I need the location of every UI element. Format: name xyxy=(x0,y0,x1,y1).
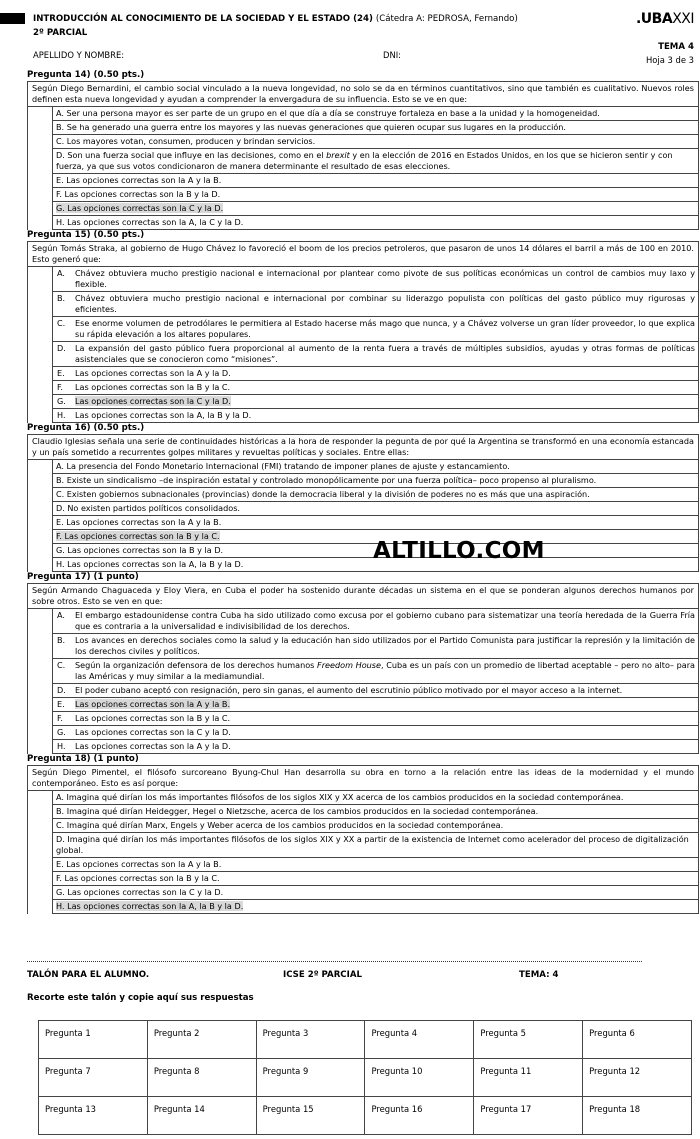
answer-cell-13[interactable]: Pregunta 13 xyxy=(39,1097,148,1135)
answer-cell-14[interactable]: Pregunta 14 xyxy=(147,1097,256,1135)
answer-cell-2[interactable]: Pregunta 2 xyxy=(147,1021,256,1059)
q17-option-d[interactable]: D. El poder cubano aceptó con resignación, pero sin ganas, el aumento del escrutinio público motivado por el mayor acceso a la internet. xyxy=(52,684,698,698)
answer-grid xyxy=(38,1020,692,1135)
answer-cell-12[interactable]: Pregunta 12 xyxy=(583,1059,692,1097)
q16-option-a[interactable]: A. La presencia del Fondo Monetario Internacional (FMI) tratando de imponer planes de ajuste y estancamiento. xyxy=(52,460,698,474)
answer-cell-10[interactable]: Pregunta 10 xyxy=(365,1059,474,1097)
q18-option-h[interactable]: H. Las opciones correctas son la A, la B y la D. xyxy=(52,900,698,914)
q14-option-g[interactable]: G. Las opciones correctas son la C y la D. xyxy=(52,202,698,216)
q17-option-f[interactable]: F. Las opciones correctas son la B y la C. xyxy=(52,712,698,726)
question-15-box xyxy=(27,241,699,423)
answer-cell-8[interactable]: Pregunta 8 xyxy=(147,1059,256,1097)
q18-option-g[interactable]: G. Las opciones correctas son la C y la D. xyxy=(52,886,698,900)
question-15-title: Pregunta 15) (0.50 pts.) xyxy=(27,230,145,240)
q16-option-c[interactable]: C. Existen gobiernos subnacionales (provincias) donde la democracia liberal y la división de poderes no es más que una aspiración. xyxy=(52,488,698,502)
answer-cell-17[interactable]: Pregunta 17 xyxy=(474,1097,583,1135)
course-title: INTRODUCCIÓN AL CONOCIMIENTO DE LA SOCIEDAD Y EL ESTADO (24) (Cátedra A: PEDROSA, Fernando) xyxy=(33,14,518,24)
q17-option-g[interactable]: G. Las opciones correctas son la C y la D. xyxy=(52,726,698,740)
q15-option-a[interactable]: A. Chávez obtuviera mucho prestigio nacional e internacional por plantear como pivote de sus políticas económicas un control de cambios muy laxo y flexible. xyxy=(52,267,698,292)
question-17-stem: Según Armando Chaguaceda y Eloy Viera, en Cuba el poder ha sostenido durante décadas un sistema en el que se ponderan algunos derechos humanos por sobre otros. Esto se ven en que: xyxy=(28,584,698,609)
q18-option-d[interactable]: D. Imagina qué dirían los más importantes filósofos de los siglos XIX y XX a partir de la existencia de Internet como acelerador del proceso de digitalización global. xyxy=(52,833,698,858)
q14-option-c[interactable]: C. Los mayores votan, consumen, producen y brindan servicios. xyxy=(52,135,698,149)
apellido-label: APELLIDO Y NOMBRE: xyxy=(33,50,125,60)
altillo-watermark: ALTILLO.COM xyxy=(373,538,545,564)
q18-option-b[interactable]: B. Imagina qué dirían Heidegger, Hegel o Nietzsche, acerca de los cambios producidos en la sociedad contemporánea. xyxy=(52,805,698,819)
q16-option-b[interactable]: B. Existe un sindicalismo –de inspiración estatal y controlado monopólicamente por una fuerza política– poco propenso al pluralismo. xyxy=(52,474,698,488)
q15-option-f[interactable]: F. Las opciones correctas son la B y la C. xyxy=(52,381,698,395)
exam-subtitle: 2º PARCIAL xyxy=(33,28,88,38)
question-15-stem: Según Tomás Straka, al gobierno de Hugo Chávez lo favoreció el boom de los precios petroleros, que pasaron de unos 14 dólares el barril a más de 100 en 2010. Esto generó que: xyxy=(28,242,698,267)
q15-option-e[interactable]: E. Las opciones correctas son la A y la D. xyxy=(52,367,698,381)
q14-option-h[interactable]: H. Las opciones correctas son la A, la C y la D. xyxy=(52,216,698,230)
question-17-title: Pregunta 17) (1 punto) xyxy=(27,572,139,582)
q14-option-e[interactable]: E. Las opciones correctas son la A y la B. xyxy=(52,174,698,188)
answer-row xyxy=(39,1059,692,1097)
answer-cell-15[interactable]: Pregunta 15 xyxy=(256,1097,365,1135)
answer-cell-9[interactable]: Pregunta 9 xyxy=(256,1059,365,1097)
talon-tema-label: TEMA: 4 xyxy=(519,970,559,980)
q16-option-d[interactable]: D. No existen partidos políticos consolidados. xyxy=(52,502,698,516)
question-16-stem: Claudio Iglesias señala una serie de continuidades históricas a la hora de responder la pegunta de por qué la Argentina se transformó en una economía estancada y un país sometido a recurrentes golpes militares y revueltas políticas y sociales. Entre ellas: xyxy=(28,435,698,460)
question-16-box xyxy=(27,434,699,572)
answer-cell-7[interactable]: Pregunta 7 xyxy=(39,1059,148,1097)
q17-option-c[interactable]: C. Según la organización defensora de los derechos humanos Freedom House, Cuba es un país con un promedio de libertad aceptable – pero no alto– para las Américas y muy similar a la mediamundial. xyxy=(52,659,698,684)
q15-option-d[interactable]: D. La expansión del gasto público fuera proporcional al aumento de la renta fuera a través de múltiples subsidios, ayudas y otras formas de políticas asistenciales que se conocieron como “misiones”. xyxy=(52,342,698,367)
dni-label: DNI: xyxy=(383,50,402,60)
question-18-stem: Según Diego Pimentel, el filósofo surcoreano Byung-Chul Han desarrolla su obra en torno a la relación entre las ideas de la modernidad y el mundo contemporáneo. Esto es así porque: xyxy=(28,766,698,791)
question-18-title: Pregunta 18) (1 punto) xyxy=(27,754,139,764)
q17-option-h[interactable]: H. Las opciones correctas son la A y la D. xyxy=(52,740,698,754)
answer-row xyxy=(39,1021,692,1059)
uba-xxi-logo: .UBAXXI xyxy=(635,11,694,27)
q14-option-f[interactable]: F. Las opciones correctas son la B y la D. xyxy=(52,188,698,202)
question-14-box xyxy=(27,81,699,230)
answer-cell-5[interactable]: Pregunta 5 xyxy=(474,1021,583,1059)
question-18-box xyxy=(27,765,699,914)
q15-option-g[interactable]: G. Las opciones correctas son la C y la D. xyxy=(52,395,698,409)
cut-line xyxy=(27,961,642,962)
q14-option-d[interactable]: D. Son una fuerza social que influye en las decisiones, como en el brexit y en la elección de 2016 en Estados Unidos, en los que se hicieron sentir y con fuerza, ya que sus votos condicionaron de manera determinante el resultado de esas elecciones. xyxy=(52,149,698,174)
q14-option-b[interactable]: B. Se ha generado una guerra entre los mayores y las nuevas generaciones que quieren ocupar sus lugares en la producción. xyxy=(52,121,698,135)
q18-option-a[interactable]: A. Imagina qué dirían los más importantes filósofos de los siglos XIX y XX acerca de los cambios producidos en la sociedad contemporánea. xyxy=(52,791,698,805)
icse-parcial-label: ICSE 2º PARCIAL xyxy=(283,970,362,980)
answer-cell-11[interactable]: Pregunta 11 xyxy=(474,1059,583,1097)
talon-label: TALÓN PARA EL ALUMNO. xyxy=(27,970,150,980)
q15-option-c[interactable]: C. Ese enorme volumen de petrodólares le permitiera al Estado hacerse más mago que nunca, y a Chávez volverse un gran líder proveedor, lo que explica su rápida elevación a los altares populares. xyxy=(52,317,698,342)
q16-option-e[interactable]: E. Las opciones correctas son la A y la B. xyxy=(52,516,698,530)
tema-label: TEMA 4 xyxy=(658,42,694,52)
answer-cell-4[interactable]: Pregunta 4 xyxy=(365,1021,474,1059)
answer-cell-3[interactable]: Pregunta 3 xyxy=(256,1021,365,1059)
page-indicator: Hoja 3 de 3 xyxy=(646,55,694,65)
question-16-title: Pregunta 16) (0.50 pts.) xyxy=(27,423,145,433)
q17-option-b[interactable]: B. Los avances en derechos sociales como la salud y la educación han sido utilizados por el Partido Comunista para justificar la represión y la limitación de los derechos civiles y políticos. xyxy=(52,634,698,659)
q15-option-b[interactable]: B. Chávez obtuviera mucho prestigio nacional e internacional por combinar su liderazgo populista con políticas del gasto público muy rigurosas y eficientes. xyxy=(52,292,698,317)
answer-cell-16[interactable]: Pregunta 16 xyxy=(365,1097,474,1135)
black-marker-bar xyxy=(0,13,25,24)
answer-cell-6[interactable]: Pregunta 6 xyxy=(583,1021,692,1059)
q15-option-h[interactable]: H. Las opciones correctas son la A, la B y la D. xyxy=(52,409,698,423)
recorte-instruction: Recorte este talón y copie aquí sus respuestas xyxy=(27,993,254,1003)
q16-option-h[interactable]: H. Las opciones correctas son la A, la B y la D. xyxy=(52,558,698,572)
q18-option-e[interactable]: E. Las opciones correctas son la A y la B. xyxy=(52,858,698,872)
q14-option-a[interactable]: A. Ser una persona mayor es ser parte de un grupo en el que día a día se construye fortaleza en base a la unidad y la homogeneidad. xyxy=(52,107,698,121)
question-17-box xyxy=(27,583,699,754)
q16-option-g[interactable]: G. Las opciones correctas son la B y la D. xyxy=(52,544,698,558)
questions-container xyxy=(27,70,699,914)
q18-option-f[interactable]: F. Las opciones correctas son la B y la C. xyxy=(52,872,698,886)
answer-cell-18[interactable]: Pregunta 18 xyxy=(583,1097,692,1135)
q16-option-f[interactable]: F. Las opciones correctas son la B y la C. xyxy=(52,530,698,544)
question-14-stem: Según Diego Bernardini, el cambio social vinculado a la nueva longevidad, no solo se da en términos cuantitativos, sino que también es cualitativo. Nuevos roles definen esta nueva longevidad y ayudan a comprender la envergadura de su influencia. Esto se ve en que: xyxy=(28,82,698,107)
question-14-title: Pregunta 14) (0.50 pts.) xyxy=(27,70,145,80)
q17-option-e[interactable]: E. Las opciones correctas son la A y la B. xyxy=(52,698,698,712)
q18-option-c[interactable]: C. Imagina qué dirían Marx, Engels y Weber acerca de los cambios producidos en la sociedad contemporánea. xyxy=(52,819,698,833)
answer-row xyxy=(39,1097,692,1135)
answer-cell-1[interactable]: Pregunta 1 xyxy=(39,1021,148,1059)
q17-option-a[interactable]: A. El embargo estadounidense contra Cuba ha sido utilizado como excusa por el gobierno cubano para sistematizar una teoría heredada de la Guerra Fría que es contraria a la universalidad e indivisibilidad de los derechos. xyxy=(52,609,698,634)
